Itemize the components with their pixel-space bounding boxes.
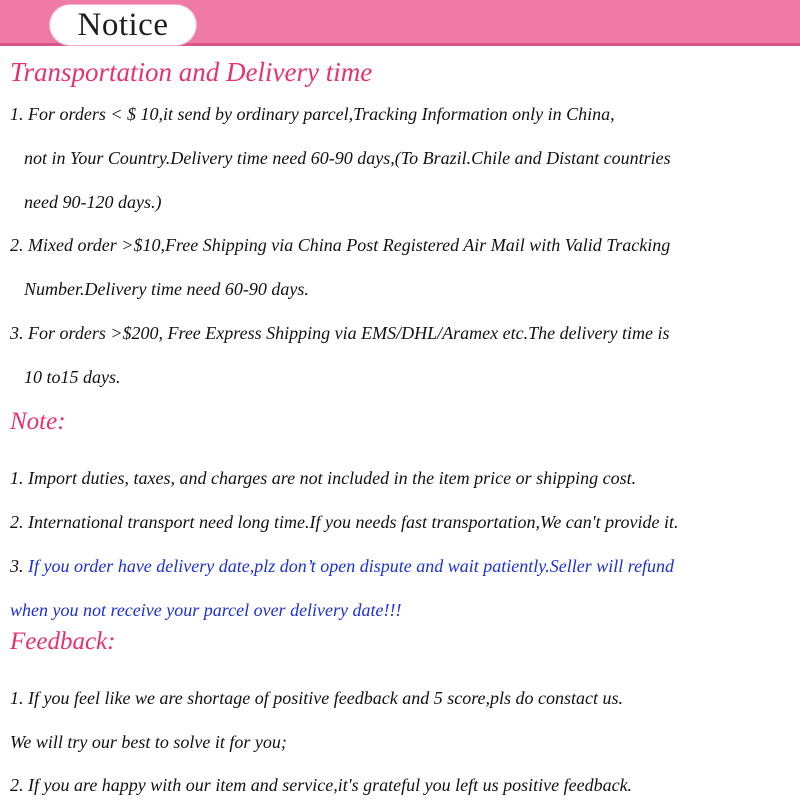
transport-line-1: 1. For orders < $ 10,it send by ordinary parcel,Tracking Information only in China, bbox=[10, 104, 615, 124]
transport-line-4: 2. Mixed order >$10,Free Shipping via China Post Registered Air Mail with Valid Tracking bbox=[10, 235, 671, 255]
note-heading: Note: bbox=[10, 408, 66, 435]
transport-line-5: Number.Delivery time need 60-90 days. bbox=[24, 279, 309, 299]
note-line-2: 2. International transport need long time.If you needs fast transportation,We can't provide it. bbox=[10, 512, 679, 532]
notice-banner bbox=[0, 0, 800, 46]
feedback-line-3: 2. If you are happy with our item and service,it's grateful you left us positive feedback. bbox=[10, 775, 633, 795]
note-line-3-number: 3. bbox=[10, 556, 28, 576]
transport-line-2: not in Your Country.Delivery time need 60-90 days,(To Brazil.Chile and Distant countries bbox=[24, 148, 671, 168]
note-line-3 bbox=[10, 556, 674, 577]
transport-line-7: 10 to15 days. bbox=[24, 367, 121, 387]
note-line-3-highlight: If you order have delivery date,plz don’t open dispute and wait patiently.Seller will refund bbox=[28, 556, 675, 576]
transport-line-6: 3. For orders >$200, Free Express Shipping via EMS/DHL/Aramex etc.The delivery time is bbox=[10, 323, 670, 343]
notice-title: Notice bbox=[77, 7, 169, 43]
feedback-heading: Feedback: bbox=[10, 628, 116, 655]
transport-line-3: need 90-120 days.) bbox=[24, 192, 162, 212]
note-line-1: 1. Import duties, taxes, and charges are not included in the item price or shipping cost. bbox=[10, 468, 637, 488]
note-line-4: when you not receive your parcel over delivery date!!! bbox=[10, 600, 402, 620]
transport-heading: Transportation and Delivery time bbox=[10, 57, 373, 87]
notice-badge bbox=[50, 5, 196, 45]
feedback-line-2: We will try our best to solve it for you; bbox=[10, 732, 287, 752]
feedback-line-1: 1. If you feel like we are shortage of positive feedback and 5 score,pls do constact us. bbox=[10, 688, 624, 708]
